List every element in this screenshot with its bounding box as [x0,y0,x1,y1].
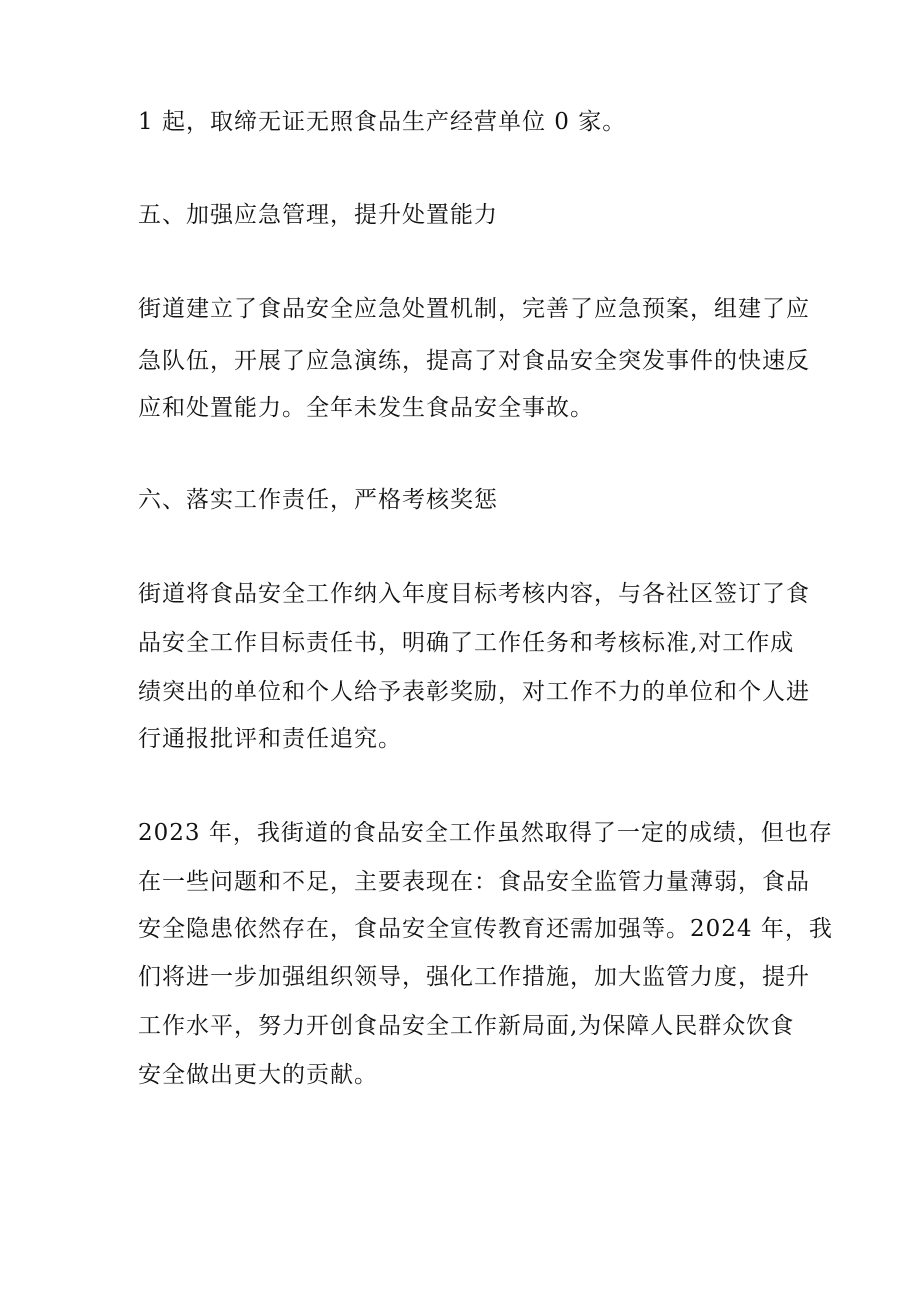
section-heading: 六、落实工作责任，严格考核奖惩 [138,487,498,513]
paragraph-line: 街道建立了食品安全应急处置机制，完善了应急预案，组建了应 [138,296,810,322]
paragraph-line: 工作水平，努力开创食品安全工作新局面,为保障人民群众饮食 [138,1013,795,1039]
paragraph-line: 1 起，取缔无证无照食品生产经营单位 0 家。 [138,109,627,135]
paragraph-line: 急队伍，开展了应急演练，提高了对食品安全突发事件的快速反 [138,348,810,374]
paragraph-line: 应和处置能力。全年未发生食品安全事故。 [138,395,594,421]
paragraph-line: 街道将食品安全工作纳入年度目标考核内容，与各社区签订了食 [138,581,810,607]
paragraph-line: 安全隐患依然存在，食品安全宣传教育还需加强等。2024 年，我 [138,916,833,942]
section-heading: 五、加强应急管理，提升处置能力 [138,202,498,228]
paragraph-line: 2023 年，我街道的食品安全工作虽然取得了一定的成绩，但也存 [138,820,833,846]
paragraph-line: 行通报批评和责任追究。 [138,726,402,752]
paragraph-line: 在一些问题和不足，主要表现在：食品安全监管力量薄弱，食品 [138,869,810,895]
paragraph-line: 安全做出更大的贡献。 [138,1062,378,1088]
paragraph-line: 们将进一步加强组织领导，强化工作措施，加大监管力度，提升 [138,964,810,990]
paragraph-line: 绩突出的单位和个人给予表彰奖励，对工作不力的单位和个人进 [138,679,810,705]
paragraph-line: 品安全工作目标责任书，明确了工作任务和考核标准,对工作成 [138,630,795,656]
